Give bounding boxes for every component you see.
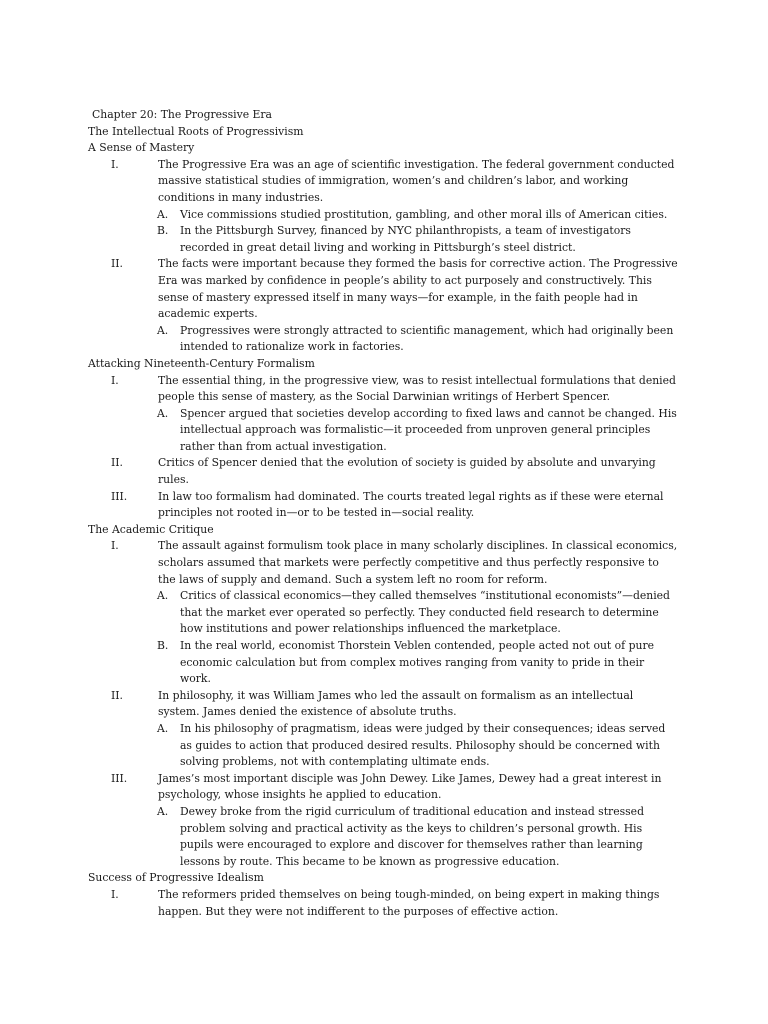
subitem-letter: A. (157, 721, 169, 735)
lettered-subitem (157, 223, 678, 256)
item-number: I. (111, 373, 119, 387)
lettered-subitem (157, 207, 678, 224)
item-number: II. (111, 257, 123, 271)
outline-section (88, 356, 688, 522)
subitem-text: Vice commissions studied prostitution, gambling, and other moral ills of American cities. (180, 207, 668, 221)
item-number: I. (111, 539, 119, 553)
item-number: I. (111, 887, 119, 901)
subitem-letter: B. (157, 639, 169, 652)
outline-section (88, 522, 688, 870)
subitem-text: In the Pittsburgh Survey, financed by NYC philanthropists, a team of investigators recorded in great detail living and working in Pittsburgh’s steel district. (180, 224, 631, 254)
item-text: James’s most important disciple was John Dewey. Like James, Dewey had a great interest in psychology, whose insights he applied to education. (158, 771, 662, 802)
subitem-text: Critics of classical economics—they called themselves “institutional economists”—denied that the market ever operated so perfectly. They conducted field research to determine how institutions and power relationships influenced the marketplace. (180, 589, 670, 636)
lettered-subitem (157, 638, 678, 688)
chapter-title: Chapter 20: The Progressive Era (92, 108, 272, 121)
section-heading: The Academic Critique (88, 522, 214, 536)
item-text: The Progressive Era was an age of scientific investigation. The federal government conducted massive statistical studies of immigration, women’s and children’s labor, and working conditions in many industries. (158, 157, 675, 204)
roman-numeral-item (111, 887, 678, 920)
item-text: The facts were important because they formed the basis for corrective action. The Progressive Era was marked by confidence in people’s ability to act purposely and constructively. This sense of mastery expressed itself in many ways—for example, in the faith people had in academic experts. (158, 257, 678, 321)
lettered-subitem (157, 588, 678, 638)
roman-numeral-item (111, 157, 678, 207)
roman-numeral-item (111, 373, 678, 406)
subitem-text: Progressives were strongly attracted to scientific management, which had originally been intended to rationalize work in factories. (180, 323, 674, 354)
document-subtitle: The Intellectual Roots of Progressivism (88, 124, 304, 138)
subitem-text: In the real world, economist Thorstein Veblen contended, people acted not out of pure economic calculation but from complex motives ranging from vanity to pride in their work. (180, 639, 655, 686)
subitem-text: Spencer argued that societies develop according to fixed laws and cannot be changed. His intellectual approach was formalistic—it proceeded from unproven general principles rather than from actual investigation. (180, 406, 677, 453)
section-heading: Attacking Nineteenth-Century Formalism (88, 356, 315, 370)
subitem-text: In his philosophy of pragmatism, ideas were judged by their consequences; ideas served as guides to action that produced desired results. Philosophy should be concerned with solving problems, not with contemplating ultimate ends. (180, 721, 666, 769)
item-number: III. (111, 489, 128, 503)
subitem-letter: A. (157, 207, 169, 221)
sections-container (88, 140, 688, 920)
roman-numeral-item (111, 538, 678, 588)
outline-document (88, 107, 688, 920)
item-text: In law too formalism had dominated. The courts treated legal rights as if these were eternal principles not rooted in—or to be tested in—social reality. (158, 489, 664, 520)
item-text: In philosophy, it was William James who led the assault on formalism as an intellectual system. James denied the existence of absolute truths. (158, 688, 634, 719)
lettered-subitem (157, 323, 678, 356)
item-number: II. (111, 688, 123, 702)
roman-numeral-item (111, 256, 678, 322)
subitem-letter: A. (157, 804, 169, 818)
item-text: The essential thing, in the progressive view, was to resist intellectual formulations that denied people this sense of mastery, as the Social Darwinian writings of Herbert Spencer. (158, 373, 676, 404)
roman-numeral-item (111, 771, 678, 804)
roman-numeral-item (111, 489, 678, 522)
item-text: The reformers prided themselves on being tough-minded, on being expert in making things happen. But they were not indifferent to the purposes of effective action. (158, 887, 660, 918)
subitem-letter: A. (157, 406, 169, 420)
outline-section (88, 140, 688, 356)
section-heading: A Sense of Mastery (88, 141, 195, 155)
lettered-subitem (157, 804, 678, 870)
subitem-text: Dewey broke from the rigid curriculum of traditional education and instead stressed problem solving and practical activity as the keys to children’s personal growth. His pupils were encouraged to explore and discover for themselves rather than learning lessons by route. This became to be known as progressive education. (180, 804, 644, 868)
roman-numeral-item (111, 455, 678, 488)
outline-section (88, 870, 688, 920)
section-heading: Success of Progressive Idealism (88, 871, 264, 885)
item-text: Critics of Spencer denied that the evolution of society is guided by absolute and unvarying rules. (158, 456, 656, 487)
roman-numeral-item (111, 688, 678, 721)
item-number: I. (111, 157, 119, 171)
item-number: II. (111, 456, 123, 470)
subitem-letter: A. (157, 323, 169, 337)
subitem-letter: B. (157, 224, 169, 238)
lettered-subitem (157, 721, 678, 771)
item-number: III. (111, 771, 128, 785)
item-text: The assault against formulism took place in many scholarly disciplines. In classical economics, scholars assumed that markets were perfectly competitive and thus perfectly responsive to the laws of supply and demand. Such a system left no room for reform. (158, 539, 678, 586)
subitem-letter: A. (157, 589, 169, 603)
lettered-subitem (157, 406, 678, 456)
